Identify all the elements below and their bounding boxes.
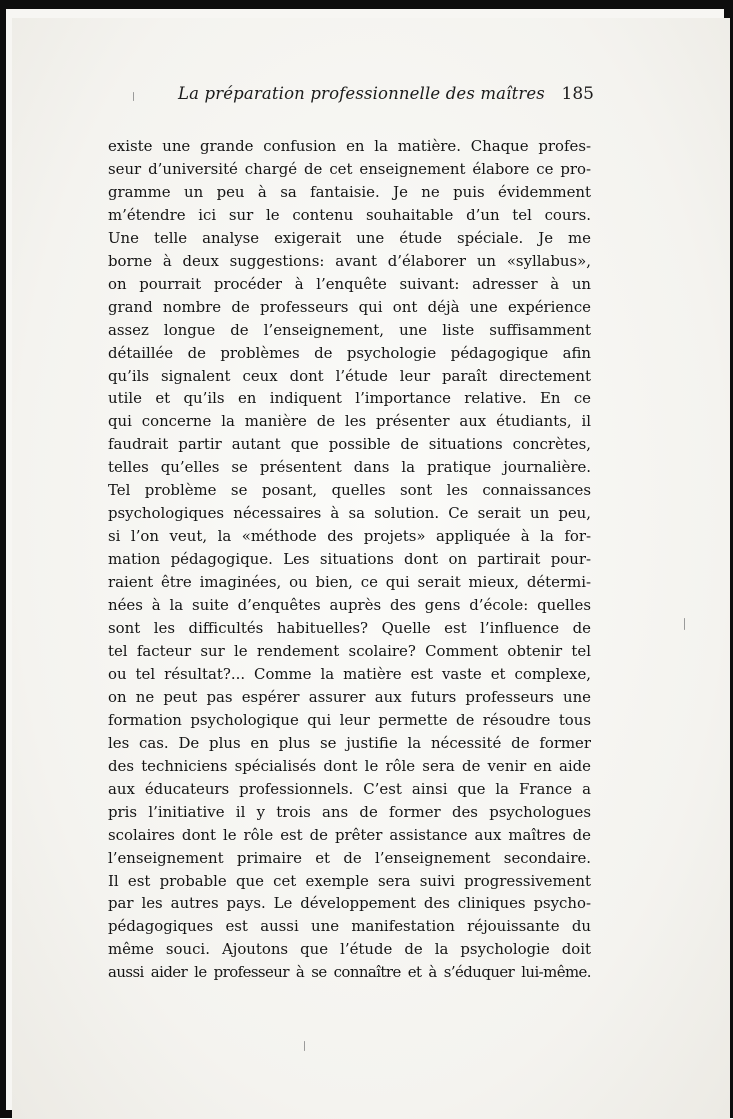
text-line: utile et qu’ils en indiquent l’importance relative. En ce	[108, 389, 591, 408]
running-head	[178, 84, 594, 110]
text-line: Une telle analyse exigerait une étude spéciale. Je me	[108, 228, 591, 247]
text-line: des techniciens spécialisés dont le rôle sera de venir en aide	[108, 756, 591, 775]
text-line: on ne peut pas espérer assurer aux futurs professeurs une	[108, 687, 591, 706]
text-line: Il est probable que cet exemple sera suivi progressivement	[108, 871, 591, 890]
text-line: aussi aider le professeur à se connaître et à s’éduquer lui-même.	[108, 963, 591, 982]
text-line: raient être imaginées, ou bien, ce qui serait mieux, détermi-	[108, 573, 591, 592]
text-line: qui concerne la manière de les présenter aux étudiants, il	[108, 412, 591, 431]
text-line: par les autres pays. Le développement des cliniques psycho-	[108, 894, 591, 913]
body-paragraph	[108, 135, 591, 984]
text-line: nées à la suite d’enquêtes auprès des gens d’école: quelles	[108, 596, 591, 615]
text-line: gramme un peu à sa fantaisie. Je ne puis évidemment	[108, 182, 591, 201]
text-line: seur d’université chargé de cet enseignement élabore ce pro-	[108, 159, 591, 178]
text-line: on pourrait procéder à l’enquête suivant: adresser à un	[108, 274, 591, 293]
text-line: l’enseignement primaire et de l’enseignement secondaire.	[108, 848, 591, 867]
text-line: psychologiques nécessaires à sa solution. Ce serait un peu,	[108, 504, 591, 523]
text-line: Tel problème se posant, quelles sont les connaissances	[108, 481, 591, 500]
text-line: formation psychologique qui leur permette de résoudre tous	[108, 710, 591, 729]
text-line: grand nombre de professeurs qui ont déjà une expérience	[108, 297, 591, 316]
text-line: pédagogiques est aussi une manifestation réjouissante du	[108, 917, 591, 936]
text-line: borne à deux suggestions: avant d’élaborer un «syllabus»,	[108, 251, 591, 270]
text-line: telles qu’elles se présentent dans la pratique journalière.	[108, 458, 591, 477]
text-line: mation pédagogique. Les situations dont on partirait pour-	[108, 550, 591, 569]
text-line: m’étendre ici sur le contenu souhaitable d’un tel cours.	[108, 205, 591, 224]
text-line: même souci. Ajoutons que l’étude de la psychologie doit	[108, 940, 591, 959]
text-line: existe une grande confusion en la matière. Chaque profes-	[108, 137, 591, 155]
text-line: ou tel résultat?... Comme la matière est vaste et complexe,	[108, 664, 591, 683]
text-line: détaillée de problèmes de psychologie pédagogique afin	[108, 343, 591, 362]
running-title: La préparation professionnelle des maîtres	[178, 84, 545, 103]
text-line: pris l’initiative il y trois ans de former des psychologues	[108, 802, 591, 821]
scan-speck	[133, 92, 134, 101]
text-line: sont les difficultés habituelles? Quelle est l’influence de	[108, 619, 591, 638]
text-line: aux éducateurs professionnels. C’est ainsi que la France a	[108, 779, 591, 798]
text-line: faudrait partir autant que possible de situations concrètes,	[108, 435, 591, 454]
text-line: si l’on veut, la «méthode des projets» appliquée à la for-	[108, 527, 591, 546]
book-page	[12, 18, 730, 1119]
text-line: tel facteur sur le rendement scolaire? Comment obtenir tel	[108, 641, 591, 660]
scan-speck	[304, 1041, 305, 1051]
page-number: 185	[561, 84, 594, 104]
text-line: les cas. De plus en plus se justifie la nécessité de former	[108, 733, 591, 752]
text-line: scolaires dont le rôle est de prêter assistance aux maîtres de	[108, 825, 591, 844]
text-line: qu’ils signalent ceux dont l’étude leur paraît directement	[108, 366, 591, 385]
text-line: assez longue de l’enseignement, une liste suffisamment	[108, 320, 591, 339]
scan-speck	[684, 618, 685, 630]
